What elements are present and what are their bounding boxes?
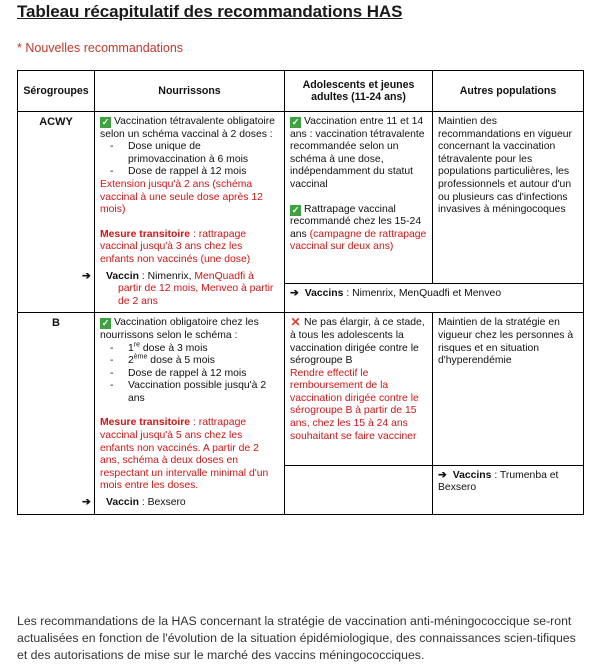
check-icon: ✓: [291, 117, 300, 127]
footer-paragraph: Les recommandations de la HAS concernant la stratégie de vaccination anti-méningococcique se-ront actualisées en fonction de l'évolution de la situation épidémiologique, des connaissances scien-tifiques et des autorisations de mise sur le marché des vaccins méningococciques.: [17, 614, 576, 662]
serogroup-b: B: [18, 313, 95, 514]
serogroup-acwy: ACWY: [18, 112, 95, 313]
header-adolescents: Adolescents et jeunes adultes (11-24 ans): [285, 71, 433, 112]
table-header-row: [18, 71, 584, 112]
acwy-dose-list: [100, 141, 279, 179]
b-adolescents-text1: ✕ Ne pas élargir, à ce stade, à tous les adolescents la vaccination dirigée contre le sérogroupe B: [290, 315, 425, 367]
header-infants: Nourrissons: [95, 71, 285, 112]
b-dose-list: [100, 343, 279, 406]
list-item: - 1re dose à 3 mois: [110, 343, 279, 356]
acwy-vaccines-cell: ➔ Vaccins : Nimenrix, MenQuadfi et Menveo: [285, 284, 584, 313]
list-item: - Dose unique de primovaccination à 6 mois: [110, 141, 279, 166]
list-item: - Dose de rappel à 12 mois: [110, 368, 279, 381]
header-serogroups: Sérogroupes: [18, 71, 95, 112]
acwy-adolescents-text2: ✓ Rattrapage vaccinal recommandé chez les 15-24 ans (campagne de rattrapage vaccinal sur deux ans): [290, 203, 427, 253]
acwy-transitional-measure: Mesure transitoire : rattrapage vaccinal jusqu'à 3 ans chez les enfants non vaccinés (une dose): [100, 228, 251, 265]
check-icon: ✓: [101, 318, 110, 329]
check-icon: ✓: [291, 204, 300, 215]
list-item: - Dose de rappel à 12 mois: [110, 166, 279, 179]
list-item: - 2ème dose à 5 mois: [110, 355, 279, 368]
page-title: Tableau récapitulatif des recommandations HAS: [17, 2, 403, 21]
list-item: - Vaccination possible jusqu'à 2 ans: [110, 380, 279, 405]
acwy-adolescents-text1: ✓ Vaccination entre 11 et 14 ans : vaccination tétravalente recommandée selon un schéma à une dose, indépendamment du statut vaccinal: [290, 116, 425, 190]
cross-icon: ✕: [290, 315, 301, 330]
arrow-right-icon: ➔: [438, 469, 447, 481]
recommendations-table: [17, 70, 584, 515]
b-adolescents-cell: [285, 313, 433, 465]
b-others-cell: Maintien de la stratégie en vigueur chez les personnes à risques et en situation d'hyperendémie: [433, 313, 584, 465]
acwy-adolescents-cell: [285, 112, 433, 284]
b-infant-vaccine: ➔ Vaccin : Bexsero: [82, 497, 186, 509]
acwy-others-cell: Maintien des recommandations en vigueur concernant la vaccination tétravalente pour les populations particulières, les professionnels et autour d'un ou plusieurs cas d'infections invasives à méningocoques: [433, 112, 584, 284]
header-other-populations: Autres populations: [433, 71, 584, 112]
acwy-extension: Extension jusqu'à 2 ans (schéma vaccinal à une seule dose après 12 mois): [100, 178, 263, 216]
acwy-infants-cell: [82, 112, 285, 313]
new-recommendations-note: * Nouvelles recommandations: [17, 41, 184, 55]
b-transitional-measure: Mesure transitoire : rattrapage vaccinal jusqu'à 5 ans chez les enfants non vaccinés. A partir de 2 ans, schéma à deux doses en respectant un intervalle minimal d'un mois entre les doses.: [100, 417, 269, 492]
acwy-infant-vaccine: ➔ Vaccin : Nimenrix, MenQuadfi à partir de 12 mois, Menveo à partir de 2 ans: [82, 270, 274, 307]
b-infants-intro: ✓ Vaccination obligatoire chez les nourrissons selon le schéma :: [100, 317, 259, 341]
b-adolescents-text2: Rendre effectif le remboursement de la vaccination dirigée contre le sérogroupe B à partir de 15 ans, chez les 15 à 24 ans souhaitant se faire vacciner: [290, 367, 419, 442]
b-infants-cell: [82, 313, 285, 514]
b-vaccines-cell: ➔ Vaccins : Trumenba et Bexsero: [433, 465, 584, 514]
check-icon: ✓: [101, 117, 110, 127]
table-row-acwy: [18, 112, 584, 284]
arrow-right-icon: ➔: [290, 288, 299, 300]
table-row-b: [18, 313, 584, 465]
acwy-infants-intro: ✓ Vaccination tétravalente obligatoire selon un schéma vaccinal à 2 doses :: [100, 116, 275, 140]
